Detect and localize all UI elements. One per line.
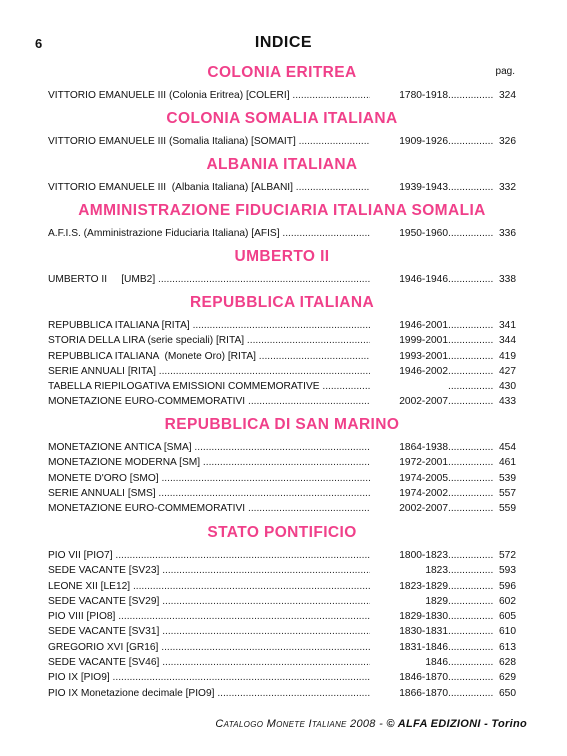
- leader-dots: [448, 640, 494, 655]
- entry-page-number: 332: [499, 182, 516, 193]
- leader-dots: [448, 594, 494, 609]
- entry-years: 1829-1830: [399, 611, 448, 623]
- leader-dots: [448, 670, 494, 685]
- leader-dots: [448, 563, 494, 578]
- entry-years: 1846: [425, 657, 448, 669]
- index-entry[interactable]: [48, 379, 516, 394]
- section-heading: REPUBBLICA DI SAN MARINO: [164, 416, 400, 433]
- index-entry[interactable]: [48, 180, 516, 195]
- entry-years: 1831-1846: [399, 641, 448, 653]
- entry-label-text: SERIE ANNUALI [RITA]: [48, 365, 156, 377]
- leader-dots: [448, 471, 494, 486]
- index-entry[interactable]: [48, 640, 516, 655]
- entry-years: 1780-1918: [399, 90, 448, 101]
- footer: [215, 718, 527, 730]
- section-heading: REPUBBLICA ITALIANA: [189, 294, 375, 311]
- entry-page: [446, 88, 516, 103]
- entry-page-number: 341: [499, 320, 516, 331]
- entry-label: [48, 440, 370, 455]
- page-number: 6: [35, 36, 43, 51]
- leader-dots: [448, 88, 494, 103]
- entry-page: [446, 272, 516, 287]
- entry-label-text: SEDE VACANTE [SV23]: [48, 565, 160, 577]
- entry-years: 1974-2005: [399, 472, 448, 484]
- entry-page: [446, 640, 516, 655]
- entry-label-text: MONETAZIONE MODERNA [SM]: [48, 457, 201, 469]
- leader-dots: [448, 379, 494, 394]
- entry-label: [48, 333, 370, 348]
- leader-dots: [448, 394, 494, 409]
- entry-label-text: SERIE ANNUALI [SMS]: [48, 487, 156, 499]
- index-entry[interactable]: [48, 394, 516, 409]
- pag-label: pag.: [495, 66, 515, 77]
- entry-page-number: 427: [499, 365, 516, 377]
- page-title: INDICE: [254, 34, 313, 51]
- entry-label: [48, 624, 370, 639]
- section-heading: STATO PONTIFICIO: [207, 524, 357, 541]
- footer-separator: -: [375, 718, 387, 730]
- entry-years: 1946-2002: [399, 365, 448, 377]
- entry-label: [48, 563, 370, 578]
- entry-years: 1846-1870: [399, 672, 448, 684]
- index-entry[interactable]: [48, 349, 516, 364]
- entry-page-number: 629: [499, 672, 516, 684]
- entry-label: [48, 579, 370, 594]
- entry-page-number: 338: [499, 274, 516, 285]
- entry-page: [446, 686, 516, 701]
- entry-page: [446, 318, 516, 333]
- entry-page-number: 344: [499, 335, 516, 347]
- entry-label: [48, 394, 370, 409]
- entry-label-text: A.F.I.S. (Amministrazione Fiduciaria Italiana) [AFIS]: [48, 228, 280, 239]
- entry-label: [48, 594, 370, 609]
- entry-label-text: LEONE XII [LE12]: [48, 580, 131, 592]
- entry-page: [446, 486, 516, 501]
- index-section: [48, 294, 516, 410]
- entry-page-number: 336: [499, 228, 516, 239]
- footer-city: - Torino: [480, 718, 527, 730]
- index-entry[interactable]: [48, 486, 516, 501]
- entry-years: 1950-1960: [399, 228, 448, 239]
- entry-page-number: 628: [499, 657, 516, 669]
- leader-dots: [448, 226, 494, 241]
- entry-page: [446, 226, 516, 241]
- entry-page: [446, 471, 516, 486]
- entry-years: 1829: [425, 595, 448, 607]
- entry-page: [446, 563, 516, 578]
- section-heading: AMMINISTRAZIONE FIDUCIARIA ITALIANA SOMALIA: [78, 202, 486, 219]
- entry-page-number: 454: [499, 442, 516, 453]
- entry-label-text: MONETE D'ORO [SMO]: [48, 472, 159, 484]
- entry-label-text: REPUBBLICA ITALIANA [RITA]: [48, 320, 190, 331]
- leader-dots: [448, 686, 494, 701]
- entry-label-text: SEDE VACANTE [SV46]: [48, 657, 160, 669]
- entry-years: 2002-2007: [399, 396, 448, 408]
- entry-label: [48, 364, 370, 379]
- entry-page-number: 596: [499, 580, 516, 592]
- index-entry[interactable]: [48, 471, 516, 486]
- entry-years: 1946-1946: [399, 274, 448, 285]
- section-heading: UMBERTO II: [234, 248, 330, 265]
- entry-page-number: 610: [499, 626, 516, 638]
- entry-years: 1830-1831: [399, 626, 448, 638]
- entry-label: [48, 349, 370, 364]
- leader-dots: [448, 455, 494, 470]
- entry-page-number: 605: [499, 611, 516, 623]
- leader-dots: [448, 333, 494, 348]
- entry-page: [446, 548, 516, 563]
- entry-page: [446, 394, 516, 409]
- index-entry[interactable]: [48, 579, 516, 594]
- leader-dots: [448, 486, 494, 501]
- entry-label-text: TABELLA RIEPILOGATIVA EMISSIONI COMMEMORATIVE: [48, 381, 320, 393]
- leader-dots: [448, 272, 494, 287]
- entry-years: 1823: [425, 565, 448, 577]
- entry-label: [48, 379, 370, 394]
- entry-label: [48, 670, 370, 685]
- entry-page-number: 613: [499, 641, 516, 653]
- entry-label: [48, 455, 370, 470]
- index-entry[interactable]: [48, 501, 516, 516]
- entry-page: [446, 670, 516, 685]
- entry-page-number: 326: [499, 136, 516, 147]
- entry-label-text: PIO VII [PIO7]: [48, 550, 113, 561]
- leader-dots: [448, 318, 494, 333]
- entry-page: [446, 134, 516, 149]
- leader-dots: [448, 440, 494, 455]
- entry-label: [48, 226, 370, 241]
- index-entry[interactable]: [48, 333, 516, 348]
- index-entry[interactable]: [48, 272, 516, 287]
- entry-page-number: 557: [499, 487, 516, 499]
- leader-dots: [448, 364, 494, 379]
- entry-label: [48, 318, 370, 333]
- leader-dots: [448, 349, 494, 364]
- entry-label-text: UMBERTO II [UMB2]: [48, 274, 156, 285]
- entry-page: [446, 624, 516, 639]
- index-entry[interactable]: [48, 134, 516, 149]
- entry-page-number: 593: [499, 565, 516, 577]
- entry-page-number: 650: [499, 687, 516, 699]
- section-heading: ALBANIA ITALIANA: [206, 156, 358, 173]
- index-section: [48, 110, 516, 149]
- entry-label: [48, 134, 370, 149]
- entry-years: 1864-1938: [399, 442, 448, 453]
- index-entry[interactable]: [48, 624, 516, 639]
- entry-label-text: SEDE VACANTE [SV29]: [48, 595, 160, 607]
- index-section: [48, 202, 516, 241]
- index-entry[interactable]: [48, 655, 516, 670]
- entry-label-text: STORIA DELLA LIRA (serie speciali) [RITA]: [48, 335, 245, 347]
- index-entry[interactable]: [48, 609, 516, 624]
- index-entry[interactable]: [48, 563, 516, 578]
- leader-dots: [448, 134, 494, 149]
- entry-years: 1866-1870: [399, 687, 448, 699]
- entry-label-text: SEDE VACANTE [SV31]: [48, 626, 160, 638]
- entry-label-text: MONETAZIONE EURO-COMMEMORATIVI: [48, 396, 246, 408]
- entry-years: 1800-1823: [399, 550, 448, 561]
- entry-years: 1993-2001: [399, 350, 448, 362]
- entry-label-text: VITTORIO EMANUELE III (Somalia Italiana) [SOMAIT]: [48, 136, 296, 147]
- leader-dots: [448, 655, 494, 670]
- entry-label-text: REPUBBLICA ITALIANA (Monete Oro) [RITA]: [48, 350, 256, 362]
- entry-page: [446, 364, 516, 379]
- index-section: [48, 524, 516, 701]
- entry-page-number: 433: [499, 396, 516, 408]
- entry-label: [48, 655, 370, 670]
- entry-label: [48, 686, 370, 701]
- entry-years: 1972-2001: [399, 457, 448, 469]
- entry-years: 1823-1829: [399, 580, 448, 592]
- entry-label: [48, 486, 370, 501]
- index-entry[interactable]: [48, 318, 516, 333]
- entry-years: 1909-1926: [399, 136, 448, 147]
- leader-dots: [448, 609, 494, 624]
- index-section: [48, 416, 516, 516]
- index-section: [48, 64, 516, 103]
- entry-label-text: VITTORIO EMANUELE III (Colonia Eritrea) [COLERI]: [48, 90, 290, 101]
- entry-page-number: 430: [499, 381, 516, 393]
- entry-page-number: 559: [499, 503, 516, 515]
- index-entry[interactable]: [48, 594, 516, 609]
- entry-page-number: 419: [499, 350, 516, 362]
- index-entry[interactable]: [48, 364, 516, 379]
- entry-page-number: 572: [499, 550, 516, 561]
- entry-page: [446, 180, 516, 195]
- section-heading: COLONIA ERITREA: [207, 64, 357, 81]
- entry-page: [446, 440, 516, 455]
- entry-label-text: PIO VIII [PIO8]: [48, 611, 116, 623]
- index-entry[interactable]: [48, 670, 516, 685]
- entry-label-text: PIO IX Monetazione decimale [PIO9]: [48, 687, 215, 699]
- index-section: [48, 248, 516, 287]
- entry-years: 2002-2007: [399, 503, 448, 515]
- leader-dots: [448, 548, 494, 563]
- entry-page: [446, 349, 516, 364]
- entry-label: [48, 88, 370, 103]
- entry-page: [446, 333, 516, 348]
- leader-dots: [448, 180, 494, 195]
- entry-page-number: 539: [499, 472, 516, 484]
- entry-years: 1999-2001: [399, 335, 448, 347]
- entry-label: [48, 609, 370, 624]
- entry-label: [48, 640, 370, 655]
- entry-years: 1939-1943: [399, 182, 448, 193]
- entry-label: [48, 180, 370, 195]
- entry-page-number: 461: [499, 457, 516, 469]
- footer-copyright: © ALFA EDIZIONI: [386, 718, 481, 730]
- index-entry[interactable]: [48, 88, 516, 103]
- entry-page-number: 324: [499, 90, 516, 101]
- entry-label: [48, 471, 370, 486]
- index-entry[interactable]: [48, 548, 516, 563]
- index-entry[interactable]: [48, 455, 516, 470]
- entry-label: [48, 501, 370, 516]
- entry-label-text: MONETAZIONE ANTICA [SMA]: [48, 442, 192, 453]
- entry-page: [446, 594, 516, 609]
- entry-label-text: VITTORIO EMANUELE III (Albania Italiana) [ALBANI]: [48, 182, 293, 193]
- footer-catalog: Catalogo Monete Italiane 2008: [215, 718, 376, 730]
- index-entry[interactable]: [48, 440, 516, 455]
- entry-page: [446, 655, 516, 670]
- entry-label-text: PIO IX [PIO9]: [48, 672, 110, 684]
- entry-page: [446, 579, 516, 594]
- entry-page: [446, 455, 516, 470]
- entry-label-text: GREGORIO XVI [GR16]: [48, 641, 159, 653]
- index-entry[interactable]: [48, 686, 516, 701]
- entry-years: 1946-2001: [399, 320, 448, 331]
- index-entry[interactable]: [48, 226, 516, 241]
- entry-page: [446, 609, 516, 624]
- entry-page-number: 602: [499, 595, 516, 607]
- entry-label-text: MONETAZIONE EURO-COMMEMORATIVI: [48, 503, 246, 515]
- leader-dots: [448, 501, 494, 516]
- entry-label: [48, 548, 370, 563]
- leader-dots: [448, 624, 494, 639]
- entry-page: [446, 501, 516, 516]
- leader-dots: [448, 579, 494, 594]
- entry-page: [446, 379, 516, 394]
- index-section: [48, 156, 516, 195]
- entry-label: [48, 272, 370, 287]
- section-heading: COLONIA SOMALIA ITALIANA: [166, 110, 398, 127]
- entry-years: 1974-2002: [399, 487, 448, 499]
